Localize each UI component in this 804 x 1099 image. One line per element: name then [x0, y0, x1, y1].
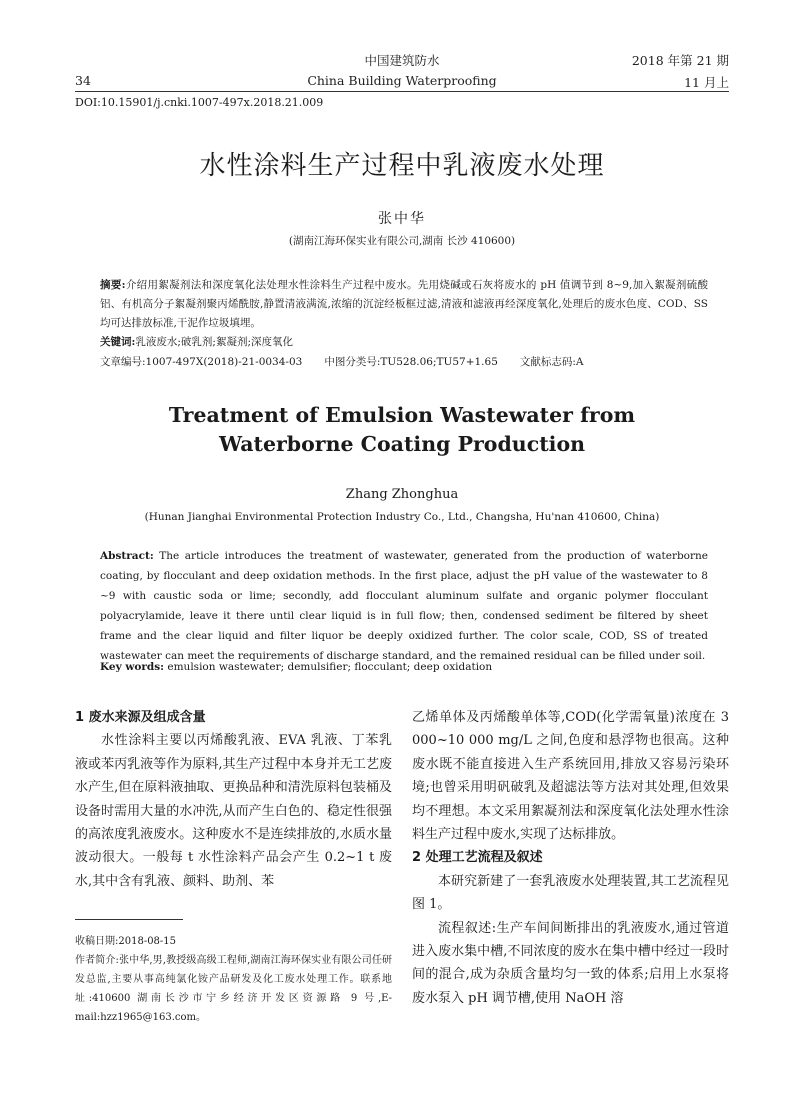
article-meta: [100, 354, 708, 369]
title-cn: 水性涂料生产过程中乳液废水处理: [199, 151, 605, 181]
affiliation-cn: (湖南江海环保实业有限公司,湖南 长沙 410600): [288, 235, 516, 247]
keywords-cn-label: 关键词:: [100, 336, 136, 348]
body-column-left: [75, 706, 392, 893]
page-number: 34: [75, 73, 91, 88]
keywords-en-label: Key words:: [100, 661, 165, 673]
doi: DOI:10.15901/j.cnki.1007-497x.2018.21.009: [75, 96, 324, 109]
author-bio: 作者简介:张中华,男,教授级高级工程师,湖南江海环保实业有限公司任研发总监,主要从事高纯氯化铵产品研发及化工废水处理工作。联系地址:410600 湖南长沙市宁乡经济开发区资源路 9 号,E-mail:hzz1965@163.com。: [75, 955, 392, 1023]
section-2-paragraph-1: 本研究新建了一套乳液废水处理装置,其工艺流程见图 1。: [412, 873, 729, 913]
section-1-heading: 1 废水来源及组成含量: [75, 710, 206, 725]
received-date: 收稿日期:2018-08-15: [75, 936, 177, 947]
abstract-cn-label: 摘要:: [100, 279, 126, 291]
author-cn: 张中华: [378, 211, 426, 227]
journal-name-cn: 中国建筑防水: [364, 53, 440, 68]
footnote-rule: [75, 919, 183, 920]
section-2-heading: 2 处理工艺流程及叙述: [412, 850, 543, 866]
keywords-en-text: emulsion wastewater; demulsifier; flocculant; deep oxidation: [164, 661, 493, 673]
keywords-cn-text: 乳液废水;破乳剂;絮凝剂;深度氧化: [135, 336, 294, 348]
abstract-cn: [100, 276, 708, 333]
issue-label: 2018 年第 21 期: [631, 53, 729, 68]
body-column-right: [412, 706, 729, 1010]
keywords-en: [100, 661, 708, 673]
month-label: 11 月上: [684, 75, 729, 90]
article-number: 文章编号:1007-497X(2018)-21-0034-03: [100, 356, 303, 368]
section-1-continuation: 乙烯单体及丙烯酸单体等,COD(化学需氧量)浓度在 3 000~10 000 mg/L 之间,色度和悬浮物也很高。这种废水既不能直接进入生产系统回用,排放又容易污染环境;也曾采用明矾破乳及超滤法等方法对其处理,但效果均不理想。本文采用絮凝剂法和深度氧化法处理水性涂料生产过程中废水,实现了达标排放。: [412, 710, 729, 843]
title-en: [0, 401, 804, 459]
abstract-cn-text: 介绍用絮凝剂法和深度氧化法处理水性涂料生产过程中废水。先用烧碱或石灰将废水的 pH 值调节到 8~9,加入絮凝剂硫酸铝、有机高分子絮凝剂聚丙烯酰胺,静置清液满流,浓缩的沉淀经板框过滤,清液和滤液再经深度氧化,处理后的废水色度、COD、SS 均可达排放标准,干泥作垃圾填埋。: [100, 279, 708, 329]
title-en-line-2: Waterborne Coating Production: [218, 432, 586, 456]
keywords-cn: [100, 334, 708, 349]
journal-name-en: China Building Waterproofing: [307, 73, 497, 88]
header-rule: [75, 91, 729, 92]
document-code: 文献标志码:A: [519, 356, 584, 368]
abstract-en: [100, 546, 708, 666]
author-en: Zhang Zhonghua: [345, 487, 459, 502]
affiliation-en: (Hunan Jianghai Environmental Protection Industry Co., Ltd., Changsha, Hu'nan 410600, China): [144, 511, 660, 523]
title-en-line-1: Treatment of Emulsion Wastewater from: [168, 403, 636, 427]
abstract-en-label: Abstract:: [100, 550, 154, 562]
abstract-en-text: The article introduces the treatment of wastewater, generated from the production of waterborne coating, by flocculant and deep oxidation methods. In the first place, adjust the pH value of the wastewater to 8 ~9 with caustic soda or lime; secondly, add flocculant aluminum sulfate and organic polymer flocculant polyacrylamide, leave it there until clear liquid is in full flow; then, condensed sediment be filtered by sheet frame and the clear liquid and filter liquor be deeply oxidized further. The color scale, COD, SS of treated wastewater can meet the requirements of discharge standard, and the remained residual can be filled under soil.: [100, 550, 708, 662]
section-2-paragraph-2: 流程叙述:生产车间间断排出的乳液废水,通过管道进入废水集中槽,不同浓度的废水在集中槽中经过一段时间的混合,成为杂质含量均匀一致的体系;启用上水泵将废水泵入 pH 调节槽,使用 NaOH 溶: [412, 920, 729, 1006]
clc-number: 中图分类号:TU528.06;TU57+1.65: [324, 356, 498, 368]
footnote: [75, 932, 392, 1027]
section-1-paragraph: 水性涂料主要以丙烯酸乳液、EVA 乳液、丁苯乳液或苯丙乳液等作为原料,其生产过程中本身并无工艺废水产生,但在原料液抽取、更换品种和清洗原料包装桶及设备时需用大量的水冲洗,从而产生白色的、稳定性很强的高浓度乳液废水。这种废水不是连续排放的,水质水量波动很大。一般每 t 水性涂料产品会产生 0.2~1 t 废水,其中含有乳液、颜料、助剂、苯: [75, 733, 392, 889]
